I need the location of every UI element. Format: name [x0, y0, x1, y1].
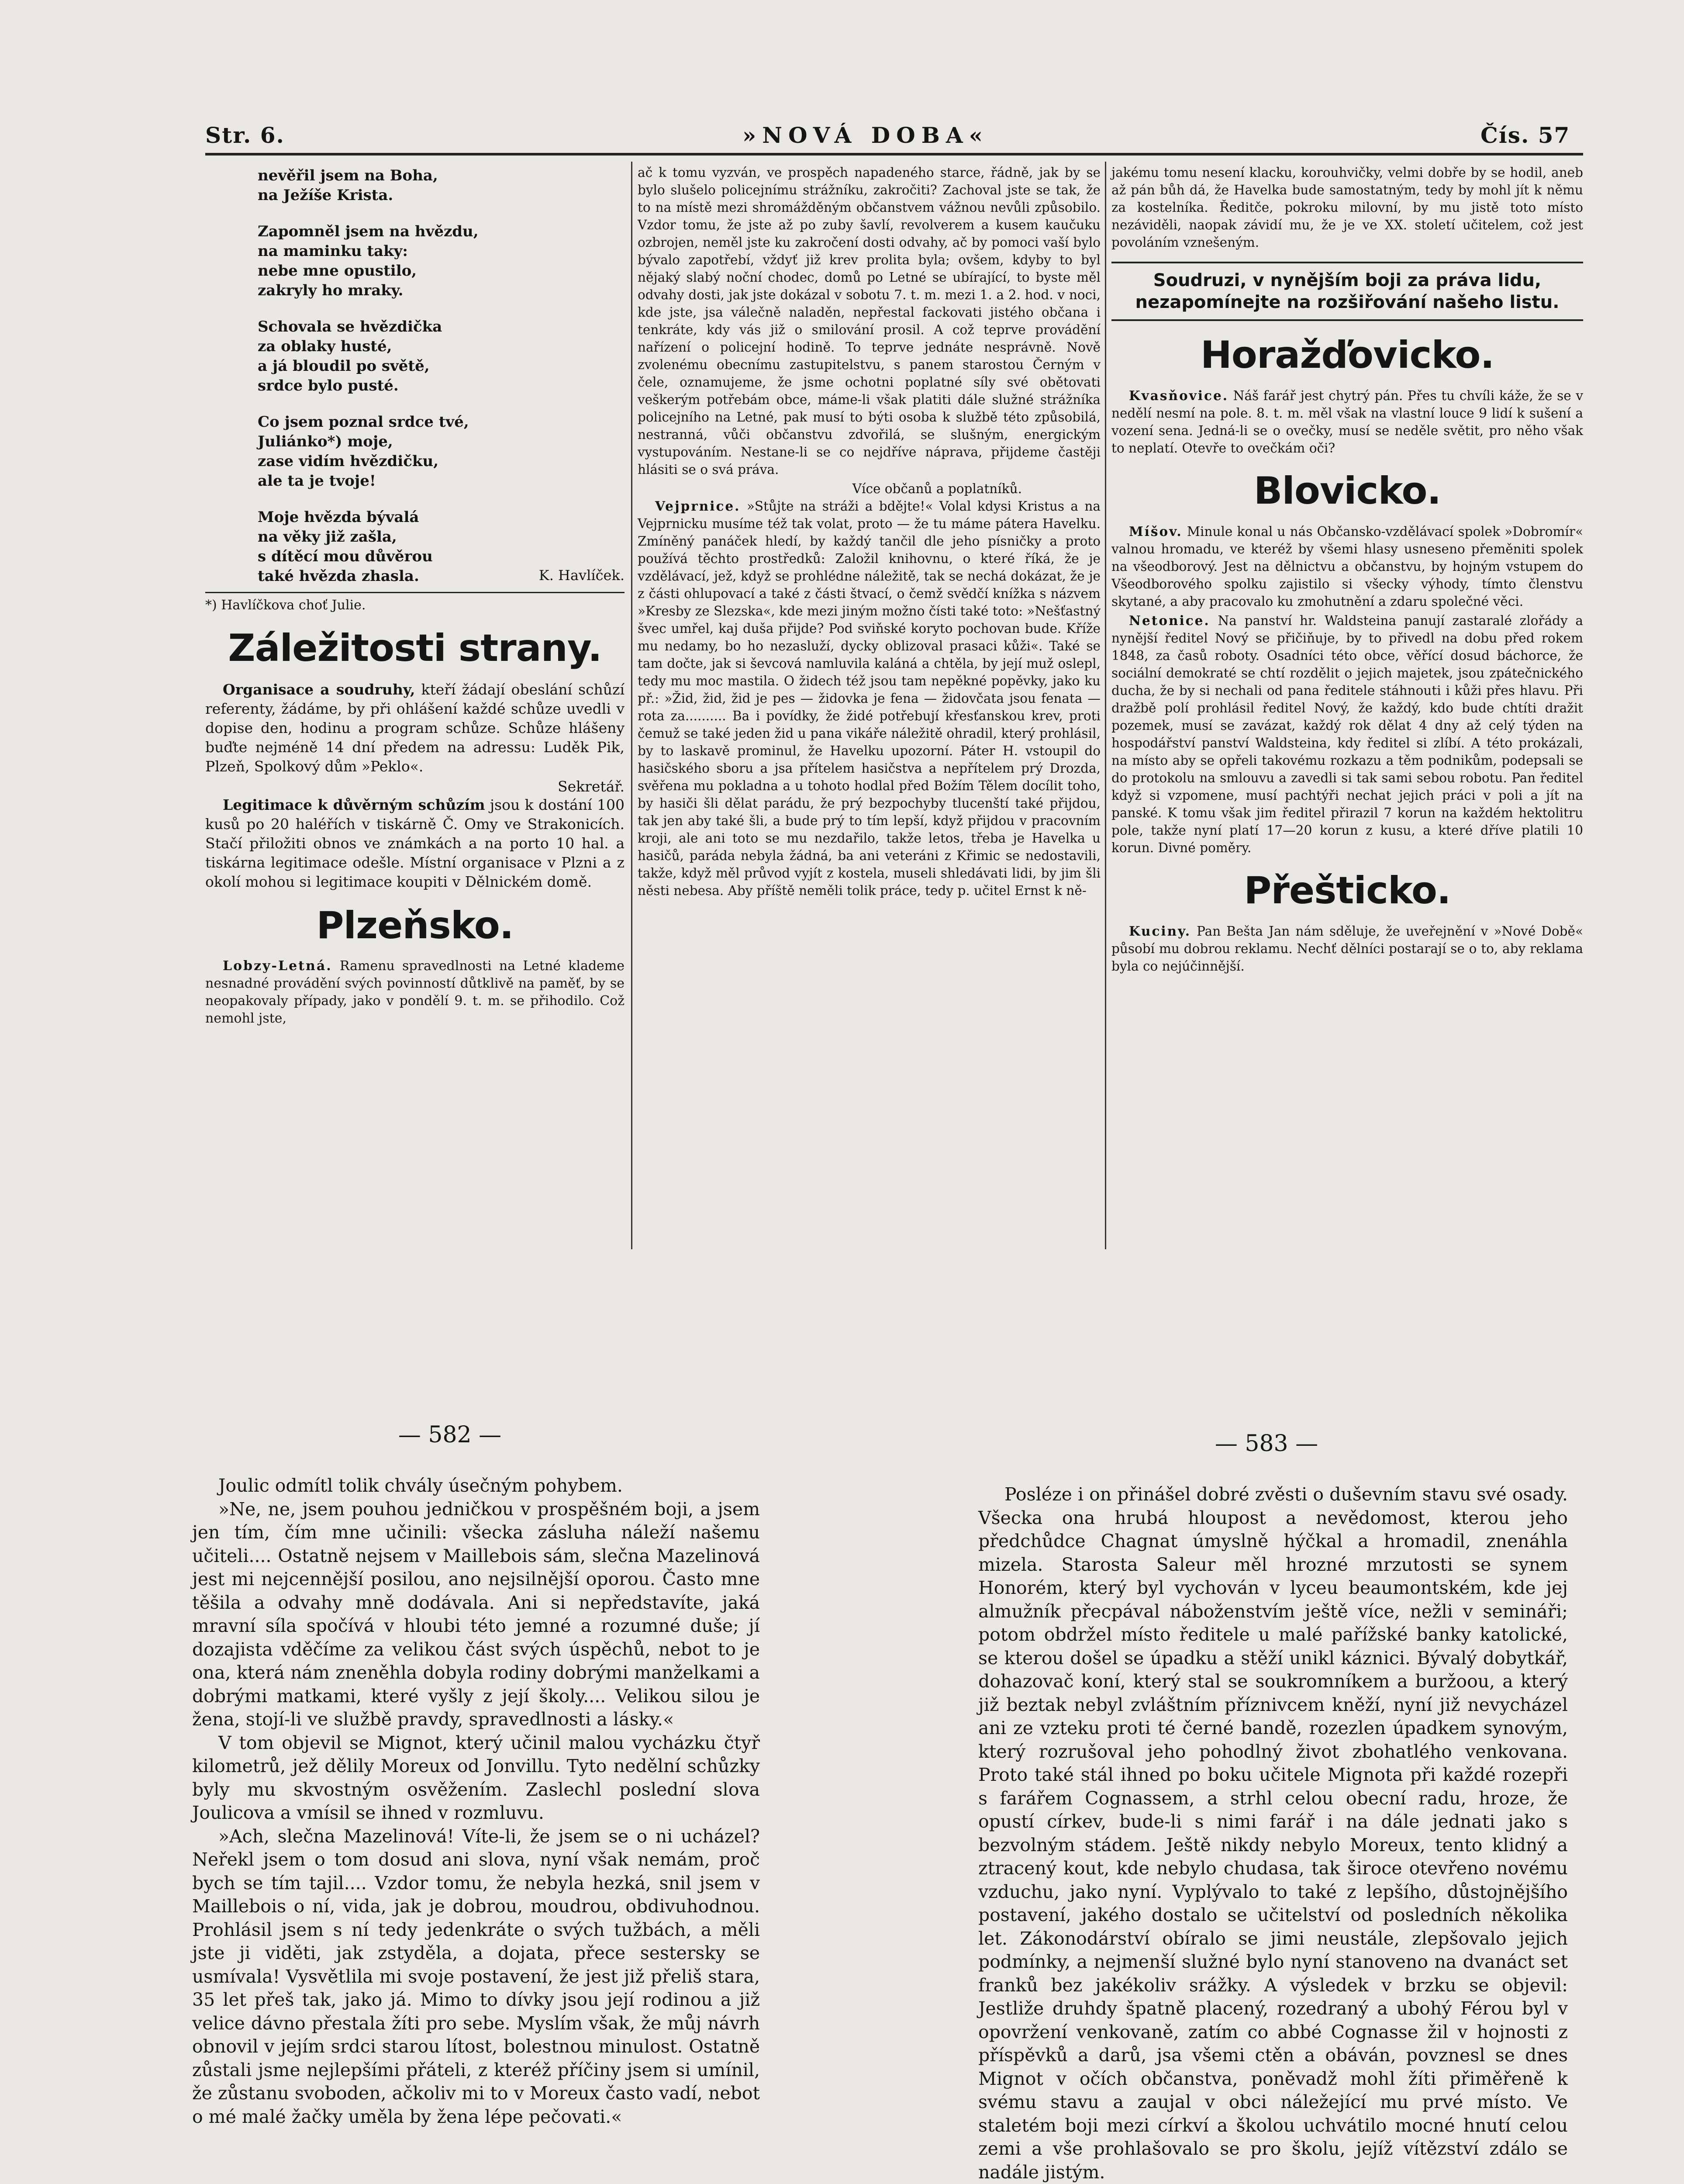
legitimace-notice: Legitimace k důvěrným schůzím jsou k dostání 100 kusů po 20 haléřích v tiskárně Č. Omy ve Strakonicích. Stačí přiložiti obnos ve známkách a na porto 10 hal. a tiskárna legitimace odešle. Místní organisace v Plzni a z okolí mohou si legitimace koupiti v Dělnickém domě. — [205, 796, 625, 890]
org-notice: Organisace a soudruhy, kteří žádají obeslání schůzí referenty, žádáme, by při ohlášení každé schůze uvedli v dopise den, hodinu a program schůze. Schůze hlášeny buďte nejméně 14 dní předem na adressu: Luděk Pik, Plzeň, Spolkový dům »Peklo«. — [205, 681, 625, 775]
netonice-report: Netonice. Na panství hr. Waldsteina panují zastaralé zlořády a nynější ředitel Nový se přičiňuje, by to přivedl na dobu před rokem 1848, za časů roboty. Osadníci této obce, věřící dosud báchorce, že sociální demokraté se chtí rozdělit o jejich majetek, jsou zpátečnického ducha, že by si nechali od pana ředitele stáhnouti i kůži přes hlavu. Při dražbě polí prohlásil ředitel Nový, že každý, kdo bude chtíti dražit pozemek, musí se zavázat, každý rok dělat 4 dny až celý týden na hospodářství panství Waldsteina, kdy ředitel si zlíbí. A této prokázali, na místo aby se opřeli takovému rozkazu a těm podnikům, podepsali se do protokolu na smlouvu a zavedli si tak sami sebou robotu. Pan ředitel když si vzpomene, musí pachtýři nechat jejich práci v poli a jít na panské. K tomu však jim ředitel přirazil 7 korun na každém hektolitru pole, takže nyní platí 17—20 korun z kusu, a které dříve platili 10 korun. Divné poměry. — [1111, 613, 1583, 855]
column-divider — [631, 162, 632, 1249]
lobzy-signature: Více občanů a poplatníků. — [852, 481, 1022, 496]
org-signature: Sekretář. — [557, 778, 625, 795]
section-title-presticko: Přešticko. — [1244, 869, 1451, 912]
footnote: *) Havlíčkova choť Julie. — [205, 592, 625, 614]
novel-paragraph: Posléze i on přinášel dobré zvěsti o duševním stavu své osady. Všecka ona hrubá hloupost a nevědomost, kterou jeho předchůdce Chagnat úmyslně hýčkal a hromadil, znenáhla mizela. Starosta Saleur měl hrozné mrzutosti se synem Honorém, který byl vychován v lyceu beaumontském, kde jej almužník přecpával náboženstvím ještě více, nežli v semináři; potom obdržel místo ředitele u malé pařížské banky katolické, se kterou došel se úpadku a stěží unikl káznici. Bývalý dobytkář, dohazovač koní, který stal se soukromníkem a buržoou, a který již beztak nebyl zvláštním příznivcem kněží, nyní již nevycházel ani ze vzteku proti té černé bandě, rozezlen úpadkem synovým, který rozrušoval jeho pohodlný život zbohatlého venkovana. Proto také stál ihned po boku učitele Mignota při každé rozepři s farářem Cognassem, a strhl celou obecní radu, hroze, že opustí církev, bude-li s nimi farář i na dále jednati jako s bezvolným stádem. Ještě nikdy nebylo Moreux, tento klidný a ztracený kout, kde nebylo chudasa, tak široce otevřeno novému vzduchu, jako nyní. Vyplývalo to také z lepšího, důstojnějšího postavení, jakého dostalo se učitelství od posledních několika let. Zákonodárství obíralo se jimi neustále, zlepšovalo jejich podmínky, a nejmenší služné bylo nyní stanoveno na dvanáct set franků bez jakékoliv srážky. A výsledek v brzku se objevil: Jestliže druhdy špatně placený, rozedraný a ubohý Férou byl v opovržení venkovaně, zatím co abbé Cognasse žil v hojnosti z příspěvků a darů, jsa všemi ctěn a obáván, povznesl se dnes Mignot v očích občanstva, poněvadž mohl žíti přiměřeně k svému stavu a zaujal v obci náležející mu prvé místo. Ve staletém boji mezi církví a školou uchvátilo mocné hnutí celou zemi a vše prohlašovalo se pro školu, jejíž vítězství zdálo se nadále jistým. — [978, 1484, 1568, 2183]
slogan-box: Soudruzi, v nynějším boji za práva lidu, nezapomínejte na rozšiřování našeho listu. — [1111, 262, 1583, 321]
poem — [205, 166, 625, 586]
page-number-left: — 582 — — [398, 1422, 502, 1448]
section-title-horazdovicko: Horažďovicko. — [1200, 333, 1494, 377]
poem-author: K. Havlíček. — [538, 567, 625, 584]
novel-page-right — [978, 1483, 1568, 2184]
poem-stanza: Schovala se hvězdička za oblaky husté, a já bloudil po světě, srdce bylo pusté. — [258, 318, 442, 394]
vejprnice-continuation: jakému tomu nesení klacku, korouhvičky, velmi dobře by se hodil, aneb až pán bůh dá, že Havelka bude samostatným, tedy by mohl jít k němu za kostelníka. Ředitče, pokroku milovní, by mu jistě toto místo nezáviděli, naopak závidí mu, že je ve XX. století učitelem, což jest povoláním vznešeným. — [1111, 165, 1583, 250]
novel-paragraph: »Ach, slečna Mazelinová! Víte-li, že jsem se o ni ucházel? Neřekl jsem o tom dosud ani slova, nyní však nemám, proč bych se tím tajil.... Vzdor tomu, že nebyla hezká, snil jsem v Maillebois o ní, vida, jak je dobrou, moudrou, obdivuhodnou. Prohlásil jsem s ní tedy jedenkráte o svých tužbách, a měli jste ji viděti, jak zstyděla, a dojata, přece sestersky se usmívala! Vysvětlila mi svoje postavení, že jest již přeliš stara, 35 let přeš tak, jako já. Mimo to dívky jsou její rodinou a již velice dávno přestala žíti pro sebe. Myslím však, že můj návrh obnovil v jejím srdci starou lítost, bolestnou minulost. Ostatně zůstali jsme nejlepšími přáteli, z kteréž příčiny jsem si umínil, že zůstanu svoboden, ačkoliv mi to v Moreux často vadí, nebot o mé malé žačky uměla by žena lépe pečovati.« — [192, 1825, 760, 2127]
misov-report: Míšov. Minule konal u nás Občansko-vzdělávací spolek »Dobromír« valnou hromadu, ve kteréž by všemi hlasy usneseno přeměniti spolek na všeodborový. Jest na dělnictvu a občanstvu, by hojným vstupem do Všeodborového spolku zajistilo si všecky výhody, tímto členstvu skytané, a aby pracovalo ku zmohutnění a zdaru společné věci. — [1111, 524, 1583, 609]
poem-stanza: Zapomněl jsem na hvězdu, na maminku taky: nebe mne opustilo, zakryly ho mraky. — [258, 223, 479, 299]
column-2 — [638, 164, 1101, 901]
lobzy-continuation: ač k tomu vyzván, ve prospěch napadeného starce, řádně, jak by se bylo slušelo policejnímu strážníku, zakročiti? Zachoval jste se tak, že to na místě mezi shromážděným občanstvem vážnou nevůli způsobilo. Vzdor tomu, že jste až po zuby šavlí, revolverem a kusem kaučuku ozbrojen, neměl jste ku zakročení dosti odvahy, ač by pomoci vaší bylo bývalo zapotřebí, vždyť již krev prolita byla; ovšem, kdyby to byl nějaký slabý noční chodec, domů po Letné se ubírající, to byste měl odvahy dosti, jak jste dokázal v sobotu 7. t. m. mezi 1. a 2. hod. v noci, kde jste, jsa válečně naladěn, nepřestal fackovati jistého občana i tenkráte, kdy vás již o smilování prosil. A což teprve provádění nařízení o policejní hodině. To teprve jednáte nesprávně. Nově zvolenému obecnímu zastupitelstvu, s panem starostou Černým v čele, oznamujeme, že jsme ochotni poplatné síly své obětovati veškerým potřebám obce, máme-li však platiti dále služné strážníka policejního na Letné, pak musí to býti osoba k službě této způsobilá, nestranná, vůči občanstvu zdvořilá, se slušným, energickým vystupováním. Nestane-li se co nejdříve náprava, přijdeme častěji hlásiti se o svá práva. — [638, 165, 1101, 477]
poem-stanza: Co jsem poznal srdce tvé, Juliánko*) moje, zase vidím hvězdičku, ale ta je tvoje! — [258, 413, 469, 490]
column-divider — [1105, 162, 1106, 1249]
vejprnice-report: Vejprnice. »Stůjte na stráži a bdějte!« Volal kdysi Kristus a na Vejprnicku musíme též tak volat, proto — že tu máme pátera Havelku. Zmíněný panáček hledí, by každý tančil dle jeho písničky a proto používá těchto prostředků: Založil knihovnu, o které říká, že je vzdělávací, jež, když se prohlédne náležitě, tak se nechá dokázat, že je z části ohlupovací a také z části štvací, o čemž svědčí knížka s názvem »Kresby ze Slezska«, kde mezi jiným možno čísti také toto: »Nešťastný švec umřel, kaj duša přijde? Pod sviňské koryto pochovan bude. Kříže mu nedamy, bo ho nezasluží, dycky oblizoval prasaci kůži«. Také se tam dočte, jak si ševcová namluvila kaláná a chtěla, by její muž oslepl, tedy mu moc mastila. O židech též jsou tam nepěkné popěvky, jako ku př.: »Žid, žid, žid je pes — židovka je fena — židovčata jsou fenata — rota za.......... Ba i povídky, že židé potřebují křesťanskou krev, proti čemuž se také jeden žid u pana vikáře náležitě ohradil, který prohlásil, by to laskavě prominul, že Havelku upozorní. Páter H. vstoupil do hasičského sboru a jsa přítelem hasičstva a nepřítelem prý Drozda, svěřena mu pokladna a u tohoto hodlal před Božím Tělem docílit toho, by hasiči šli dělat parádu, že prý bezpochyby tlucenští také přijdou, tak jen aby také šli, a bude prý to tím lepší, když přijdou v pracovním kroji, ale ani toto se mu nezdařilo, takže letos, třeba je Havelka u hasičů, paráda nebyla žádná, ba ani veteráni z Křimic se nedostavili, takže, když měl průvod vyjít z kostela, museli shledávati lidi, by jim šli něsti nebesa. Aby příště neměli tolik práce, tedy p. učitel Ernst k ně- — [638, 498, 1101, 898]
column-1 — [205, 166, 625, 1029]
masthead-title: »NOVÁ DOBA« — [742, 122, 989, 148]
novel-paragraph: Joulic odmítl tolik chvály úsečným pohybem. — [218, 1475, 623, 1496]
novel-page-left — [192, 1474, 760, 2129]
page-number-right: — 583 — — [1215, 1431, 1318, 1457]
novel-paragraph: V tom objevil se Mignot, který učinil malou vycházku čtyř kilometrů, jež dělily Moreux od Jonvillu. Tyto nedělní schůzky byly mu skvostným osvěžením. Zaslechl poslední slova Joulicova a vmísil se ihned v rozmluvu. — [192, 1732, 760, 1823]
section-title-plzensko: Plzeňsko. — [316, 904, 514, 947]
poem-stanza: nevěřil jsem na Boha, na Ježíše Krista. — [258, 167, 438, 204]
issue-number: Čís. 57 — [1480, 122, 1570, 148]
kuciny-report: Kuciny. Pan Bešta Jan nám sděluje, že uveřejnění v »Nové Době« působí mu dobrou reklamu. Nechť dělníci postarají se o to, aby reklama byla co nejúčinnější. — [1111, 923, 1583, 974]
poem-stanza: Moje hvězda bývalá na věky již zašla, s dítěcí mou důvěrou také hvězda zhasla. — [258, 508, 433, 585]
lobzy-report: Lobzy-Letná. Ramenu spravedlnosti na Letné klademe nesnadné provádění svých povinností důtklivě na paměť, by se neopakovaly případy, jako v pondělí 9. t. m. se přihodilo. Což nemohl jste, — [205, 958, 625, 1026]
header-rule — [205, 153, 1583, 156]
page-label: Str. 6. — [205, 122, 285, 148]
section-title-blovicko: Blovicko. — [1253, 469, 1441, 513]
novel-paragraph: »Ne, ne, jsem pouhou jedničkou v prospěšném boji, a jsem jen tím, čím mne učinili: všecka zásluha náleží našemu učiteli.... Ostatně nejsem v Maillebois sám, slečna Mazelinová jest mi nejcennější posilou, ano nejsilnější oporou. Často mne těšila a odvahy mně dodávala. Ani si nepředstavíte, jaká mravní síla spočívá v hloubi této jemné a rozumné duše; jí dozajista vděčíme za velikou část svých úspěchů, nebot to je ona, která nám zneněhla dobyla rodiny dobrými manželkami a dobrými matkami, které vyšly z její školy.... Velikou silou je žena, stojí-li ve službě pravdy, spravedlnosti a lásky.« — [192, 1498, 760, 1730]
column-3 — [1111, 164, 1583, 977]
section-title-party: Záležitosti strany. — [228, 626, 602, 670]
kvasnovice-report: Kvasňovice. Náš farář jest chytrý pán. Přes tu chvíli káže, že se v nedělí nesmí na pole. 8. t. m. měl však na vlastní louce 9 lidí k sušení a vození sena. Jedná-li se o ovečky, musí se neděle světit, pro něho však to neplatí. Otevře to ovečkám oči? — [1111, 388, 1583, 456]
